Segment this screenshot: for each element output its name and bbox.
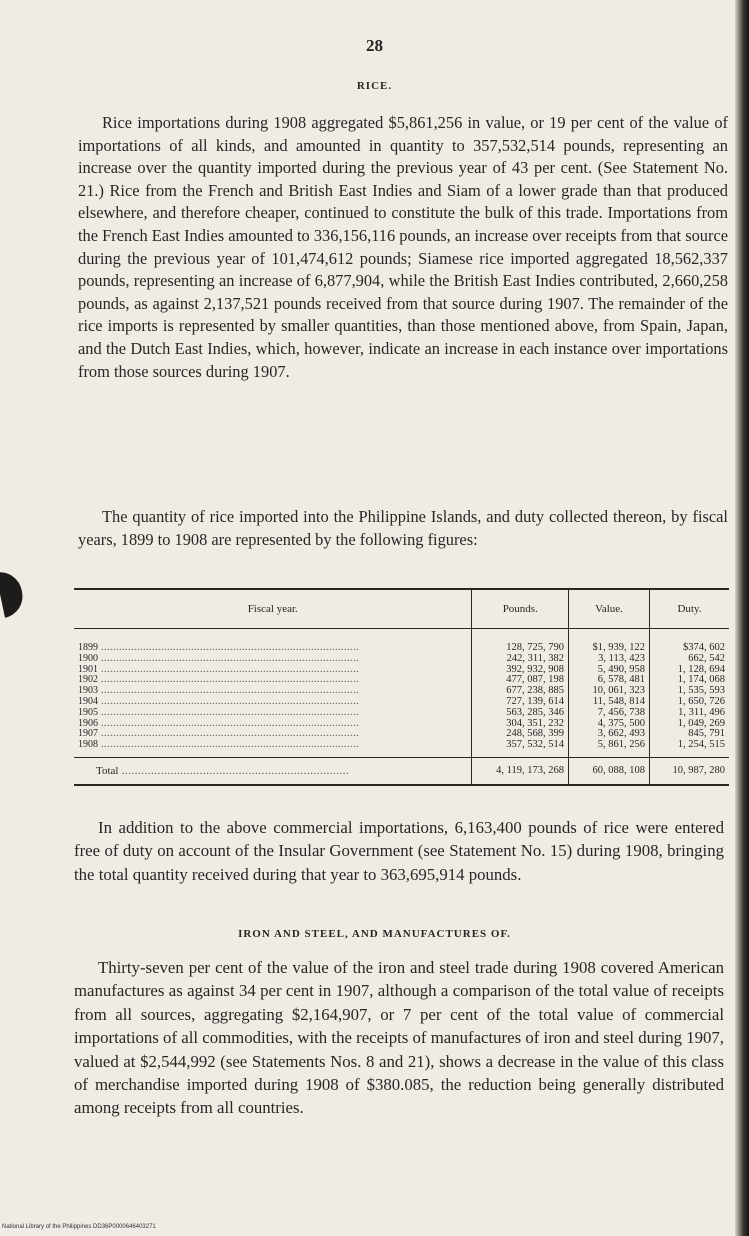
page-number: 28 <box>366 36 383 55</box>
cell-value: 11, 548, 814 <box>569 697 650 708</box>
cell-pounds: 563, 285, 346 <box>472 708 569 719</box>
cell-year: 1907 ...................................................................................... <box>78 729 359 740</box>
leader-dots: ...................................................................................... <box>98 729 359 740</box>
cell-year: 1906 ...................................................................................... <box>78 718 359 729</box>
leader-dots: ...................................................................................... <box>98 740 359 751</box>
leader-dots: ...................................................................................... <box>98 653 359 664</box>
total-value: 60, 088, 108 <box>569 757 650 785</box>
cell-value: 5, 861, 256 <box>569 740 650 757</box>
cell-year: 1904 ...................................................................................... <box>78 696 359 707</box>
cell-pounds: 357, 532, 514 <box>472 740 569 757</box>
section-heading-iron-steel: IRON AND STEEL, AND MANUFACTURES OF. <box>238 928 511 940</box>
scan-footer: National Library of the Philippines DD36P0000646403271 <box>2 1224 156 1230</box>
cell-pounds: 304, 351, 232 <box>472 719 569 730</box>
cell-duty: 1, 535, 593 <box>649 686 729 697</box>
cell-value: 4, 375, 500 <box>569 719 650 730</box>
leader-dots: ...................................................................... <box>118 764 350 777</box>
leader-dots: ...................................................................................... <box>98 642 359 653</box>
cell-year: 1901 ...................................................................................... <box>78 664 359 675</box>
leader-dots: ...................................................................................... <box>98 718 359 729</box>
total-label: Total ...................................................................... <box>74 757 472 785</box>
cell-year: 1903 ...................................................................................... <box>78 686 359 697</box>
cell-duty: 1, 311, 496 <box>649 708 729 719</box>
table-row <box>74 708 729 719</box>
cell-value: 10, 061, 323 <box>569 686 650 697</box>
cell-duty: 1, 174, 068 <box>649 675 729 686</box>
total-duty: 10, 987, 280 <box>649 757 729 785</box>
cell-value: 5, 490, 958 <box>569 665 650 676</box>
cell-duty: 1, 254, 515 <box>649 740 729 757</box>
cell-pounds: 242, 311, 382 <box>472 654 569 665</box>
leader-dots: ...................................................................................... <box>98 664 359 675</box>
cell-year: 1902 ...................................................................................... <box>78 675 359 686</box>
page-edge-shadow <box>735 0 749 1236</box>
cell-pounds: 392, 932, 908 <box>472 665 569 676</box>
iron-steel-paragraph: Thirty-seven per cent of the value of the iron and steel trade during 1908 covered American manufactures as against 34 per cent in 1907, although a comparison of the total value of receipts from all sources, aggregating $2,164,907, or 7 per cent of the total value of commercial importations of all commodities, with the receipts of manufactures of iron and steel during 1907, valued at $2,544,992 (see Statements Nos. 8 and 21), shows a decrease in the value of this class of merchandise imported during 1908 of $380.085, the reduction being generally distributed among receipts from all countries. <box>74 958 724 1118</box>
table-header-row <box>74 589 729 629</box>
table-row <box>74 629 729 654</box>
cell-value: 6, 578, 481 <box>569 675 650 686</box>
cell-duty: 662, 542 <box>649 654 729 665</box>
total-pounds: 4, 119, 173, 268 <box>472 757 569 785</box>
rice-paragraph-2: The quantity of rice imported into the Philippine Islands, and duty collected thereon, by fiscal years, 1899 to 1908 are represented by the following figures: <box>78 507 728 549</box>
cell-duty: $374, 602 <box>649 629 729 654</box>
cell-year: 1908 ...................................................................................... <box>78 740 359 751</box>
table-row <box>74 654 729 665</box>
header-duty: Duty. <box>649 589 729 629</box>
cell-year: 1905 ...................................................................................... <box>78 707 359 718</box>
cell-duty: 845, 791 <box>649 729 729 740</box>
table-row <box>74 740 729 757</box>
rice-import-table <box>74 588 729 786</box>
cell-value: 3, 662, 493 <box>569 729 650 740</box>
cell-pounds: 477, 087, 198 <box>472 675 569 686</box>
cell-value: 7, 456, 738 <box>569 708 650 719</box>
leader-dots: ...................................................................................... <box>98 707 359 718</box>
cell-duty: 1, 049, 269 <box>649 719 729 730</box>
cell-pounds: 677, 238, 885 <box>472 686 569 697</box>
cell-duty: 1, 650, 726 <box>649 697 729 708</box>
cell-duty: 1, 128, 694 <box>649 665 729 676</box>
leader-dots: ...................................................................................... <box>98 686 359 697</box>
cell-value: 3, 113, 423 <box>569 654 650 665</box>
leader-dots: ...................................................................................... <box>98 675 359 686</box>
cell-value: $1, 939, 122 <box>569 629 650 654</box>
cell-pounds: 128, 725, 790 <box>472 629 569 654</box>
scan-binding-mark <box>0 568 27 618</box>
header-pounds: Pounds. <box>472 589 569 629</box>
cell-pounds: 248, 568, 399 <box>472 729 569 740</box>
section-heading-rice: RICE. <box>356 80 393 92</box>
cell-pounds: 727, 139, 614 <box>472 697 569 708</box>
cell-year: 1899 ...................................................................................... <box>78 642 359 653</box>
leader-dots: ...................................................................................... <box>98 696 359 707</box>
rice-paragraph-3: In addition to the above commercial importations, 6,163,400 pounds of rice were entered free of duty on account of the Insular Government (see Statement No. 15) during 1908, bringing the total quantity received during that year to 363,695,914 pounds. <box>74 818 724 884</box>
table-total-row <box>74 757 729 785</box>
cell-year: 1900 ...................................................................................... <box>78 653 359 664</box>
rice-paragraph-1: Rice importations during 1908 aggregated $5,861,256 in value, or 19 per cent of the value of importations of all kinds, and amounted in quantity to 357,532,514 pounds, representing an increase over the quantity imported during the previous year of 43 per cent. (See Statement No. 21.) Rice from the French and British East Indies and Siam of a lower grade than that produced elsewhere, and therefore cheaper, continued to constitute the bulk of this trade. Importations from the French East Indies amounted to 336,156,116 pounds, an increase over receipts from that source during the previous year of 101,474,612 pounds; Siamese rice imported aggregated 18,562,337 pounds, representing an increase of 6,877,904, while the British East Indies contributed, 2,660,258 pounds, as against 2,137,521 pounds received from that source during 1907. The remainder of the rice imports is represented by smaller quantities, than those mentioned above, from Spain, Japan, and the Dutch East Indies, which, however, indicate an increase in each instance over importations from those sources during 1907. <box>78 113 728 381</box>
header-fiscal-year: Fiscal year. <box>74 589 472 629</box>
header-value: Value. <box>569 589 650 629</box>
